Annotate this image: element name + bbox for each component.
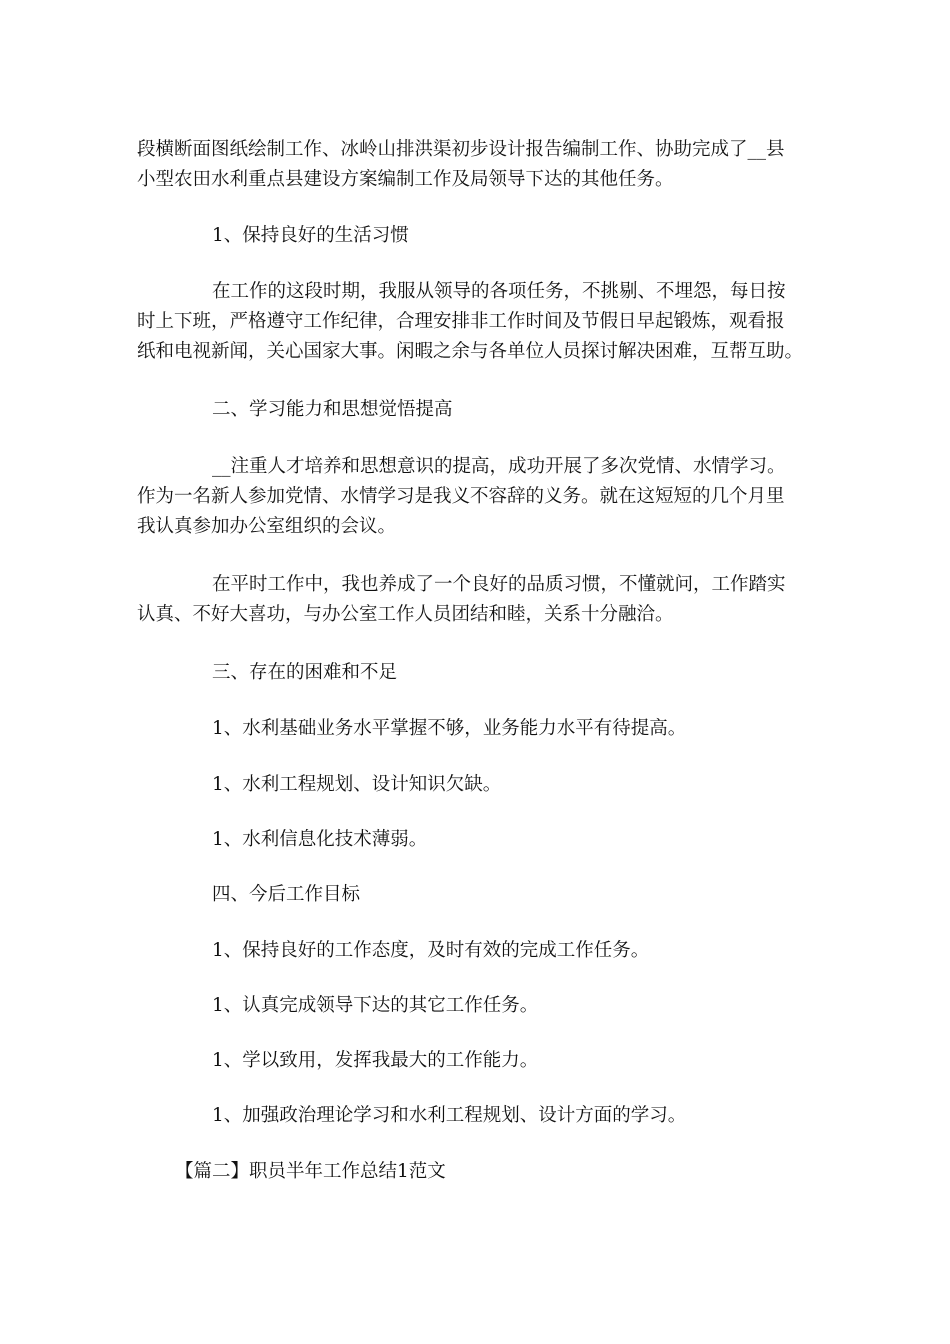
text-line: 作为一名新人参加党情、水情学习是我义不容辞的义务。就在这短短的几个月里 [137,486,785,507]
paragraph-15 [137,1101,902,1131]
paragraph-12 [137,936,902,966]
text-line: 1、保持良好的工作态度，及时有效的完成工作任务。 [212,940,650,961]
text-line: 时上下班，严格遵守工作纪律，合理安排非工作时间及节假日早起锻炼，观看报 [137,311,785,332]
paragraph-7 [137,658,902,688]
text-line: __注重人才培养和思想意识的提高，成功开展了多次党情、水情学习。 [212,456,786,477]
paragraph-14 [137,1046,902,1076]
text-line: 1、保持良好的生活习惯 [212,225,409,246]
paragraph-4 [137,395,902,425]
text-line: 在平时工作中，我也养成了一个良好的品质习惯，不懂就问，工作踏实 [212,574,786,595]
text-line: 二、学习能力和思想觉悟提高 [212,399,453,420]
paragraph-3 [137,277,827,367]
paragraph-2 [137,221,902,251]
text-line: 在工作的这段时期，我服从领导的各项任务，不挑剔、不埋怨，每日按 [212,281,786,302]
paragraph-6 [137,570,827,630]
text-line: 1、水利工程规划、设计知识欠缺。 [212,774,502,795]
text-line: 1、水利信息化技术薄弱。 [212,829,428,850]
paragraph-13 [137,991,902,1021]
paragraph-11 [137,880,902,910]
paragraph-1 [137,135,827,195]
paragraph-9 [137,770,902,800]
text-line: 我认真参加办公室组织的会议。 [137,516,397,537]
text-line: 1、加强政治理论学习和水利工程规划、设计方面的学习。 [212,1105,687,1126]
paragraph-8 [137,714,902,744]
text-line: 段横断面图纸绘制工作、冰岭山排洪渠初步设计报告编制工作、协助完成了__县 [137,139,785,160]
text-line: 四、今后工作目标 [212,884,361,905]
text-line: 三、存在的困难和不足 [212,662,398,683]
paragraph-10 [137,825,902,855]
text-line: 纸和电视新闻，关心国家大事。闲暇之余与各单位人员探讨解决困难，互帮互助。 [137,341,804,362]
text-line: 1、水利基础业务水平掌握不够，业务能力水平有待提高。 [212,718,687,739]
text-line: 小型农田水利重点县建设方案编制工作及局领导下达的其他任务。 [137,169,674,190]
text-line: 认真、不好大喜功，与办公室工作人员团结和睦，关系十分融洽。 [137,604,674,625]
section-title: 【篇二】职员半年工作总结1范文 [175,1161,446,1182]
text-line: 1、认真完成领导下达的其它工作任务。 [212,995,539,1016]
text-line: 1、学以致用，发挥我最大的工作能力。 [212,1050,539,1071]
paragraph-5 [137,452,827,542]
